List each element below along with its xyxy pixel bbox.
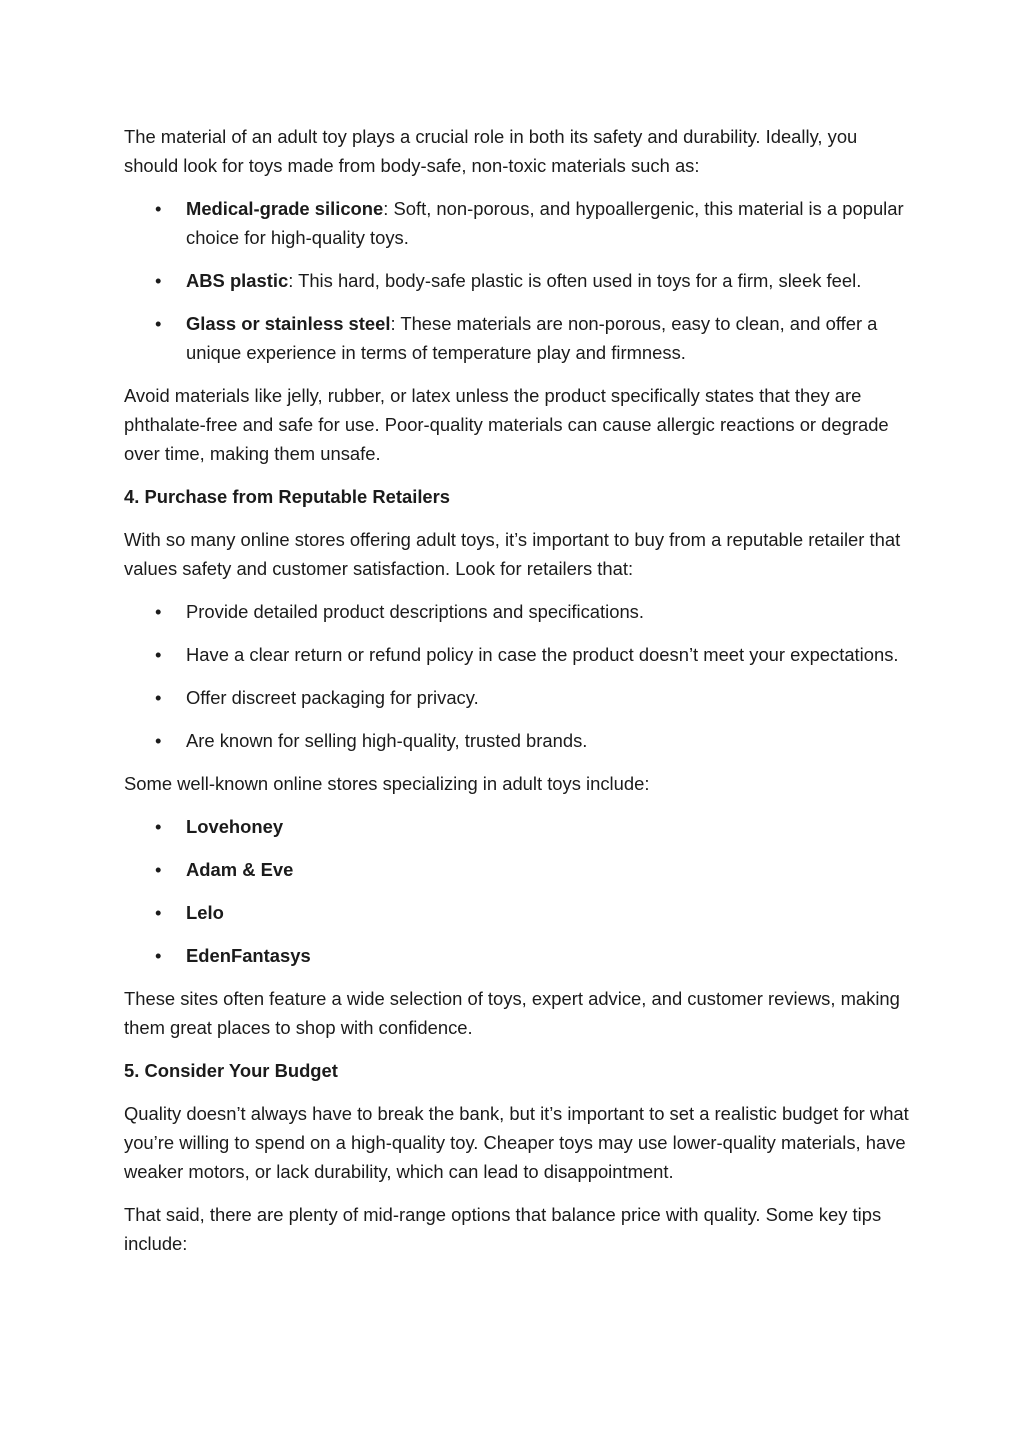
bullet-icon: • (155, 730, 162, 751)
budget-paragraph-1: Quality doesn’t always have to break the bank, but it’s important to set a realistic budget for what you’re willing to spend on a high-quality toy. Cheaper toys may use lower-quality materials, have weaker motors, or lack durability, which can lead to disappointment. (124, 1103, 909, 1182)
criteria-text: Are known for selling high-quality, trusted brands. (186, 730, 588, 751)
avoid-materials-paragraph: Avoid materials like jelly, rubber, or latex unless the product specifically states that they are phthalate-free and safe for use. Poor-quality materials can cause allergic reactions or degrade over time, making them unsafe. (124, 385, 889, 464)
bullet-icon: • (155, 644, 162, 665)
list-item (124, 309, 914, 367)
list-item (124, 726, 914, 755)
materials-intro-paragraph: The material of an adult toy plays a crucial role in both its safety and durability. Ideally, you should look for toys made from body-safe, non-toxic materials such as: (124, 126, 858, 176)
retailer-criteria-list (124, 597, 914, 755)
bullet-icon: • (155, 945, 162, 966)
bullet-icon: • (155, 601, 162, 622)
list-item (124, 683, 914, 712)
budget-paragraph-2: That said, there are plenty of mid-range options that balance price with quality. Some key tips include: (124, 1204, 882, 1254)
criteria-text: Offer discreet packaging for privacy. (186, 687, 479, 708)
store-name: EdenFantasys (186, 945, 311, 966)
material-description: : These materials are non-porous, easy to clean, and offer a unique experience in terms of temperature play and firmness. (186, 313, 878, 363)
bullet-icon: • (155, 198, 162, 219)
document-page (124, 122, 914, 1272)
list-item (124, 640, 914, 669)
stores-list (124, 812, 914, 970)
bullet-icon: • (155, 313, 162, 334)
list-item (124, 812, 914, 841)
list-item (124, 194, 914, 252)
material-description: : This hard, body-safe plastic is often used in toys for a firm, sleek feel. (288, 270, 862, 291)
list-item (124, 898, 914, 927)
bullet-icon: • (155, 270, 162, 291)
list-item (124, 266, 914, 295)
list-item (124, 855, 914, 884)
stores-outro-paragraph: These sites often feature a wide selection of toys, expert advice, and customer reviews, making them great places to shop with confidence. (124, 988, 900, 1038)
bullet-icon: • (155, 902, 162, 923)
criteria-text: Have a clear return or refund policy in case the product doesn’t meet your expectations. (186, 644, 899, 665)
material-term: ABS plastic (186, 270, 289, 291)
material-term: Glass or stainless steel (186, 313, 391, 334)
material-term: Medical-grade silicone (186, 198, 384, 219)
material-description: : Soft, non-porous, and hypoallergenic, this material is a popular choice for high-quality toys. (186, 198, 904, 248)
section-5-heading: 5. Consider Your Budget (124, 1060, 338, 1081)
bullet-icon: • (155, 687, 162, 708)
bullet-icon: • (155, 859, 162, 880)
store-name: Lelo (186, 902, 224, 923)
section-4-heading: 4. Purchase from Reputable Retailers (124, 486, 451, 507)
list-item (124, 941, 914, 970)
materials-list (124, 194, 914, 367)
retailers-intro-paragraph: With so many online stores offering adult toys, it’s important to buy from a reputable retailer that values safety and customer satisfaction. Look for retailers that: (124, 529, 901, 579)
criteria-text: Provide detailed product descriptions and specifications. (186, 601, 644, 622)
stores-intro-paragraph: Some well-known online stores specializing in adult toys include: (124, 773, 650, 794)
bullet-icon: • (155, 816, 162, 837)
store-name: Lovehoney (186, 816, 284, 837)
list-item (124, 597, 914, 626)
store-name: Adam & Eve (186, 859, 294, 880)
